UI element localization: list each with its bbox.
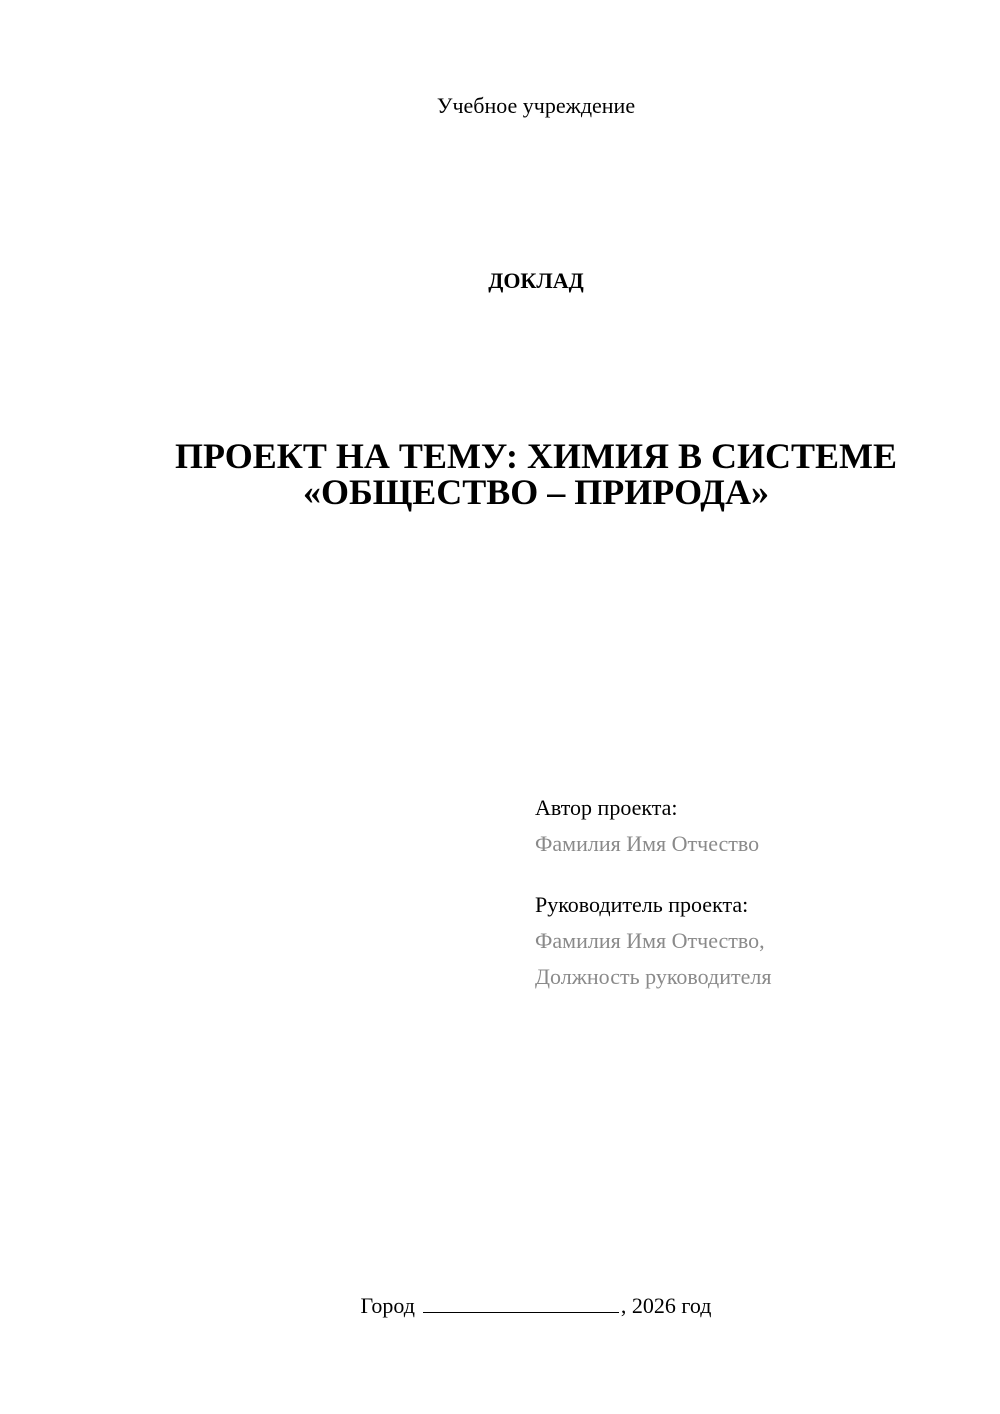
supervisor-name: Фамилия Имя Отчество, — [535, 928, 765, 953]
year-text: , 2026 год — [620, 1293, 712, 1318]
credits-spacer — [535, 862, 955, 887]
credits-block — [535, 790, 955, 995]
city-year-line — [0, 1292, 1000, 1319]
supervisor-label: Руководитель проекта: — [535, 892, 749, 917]
project-title — [140, 438, 932, 510]
city-label: Город — [360, 1293, 415, 1318]
document-type: ДОКЛАД — [488, 268, 584, 293]
supervisor-position: Должность руководителя — [535, 964, 772, 989]
project-title-line-2: «ОБЩЕСТВО – ПРИРОДА» — [302, 472, 770, 512]
city-blank-line — [423, 1292, 619, 1313]
institution-name: Учебное учреждение — [436, 93, 636, 118]
project-title-line-1: ПРОЕКТ НА ТЕМУ: ХИМИЯ В СИСТЕМЕ — [175, 436, 897, 476]
author-label: Автор проекта: — [535, 795, 678, 820]
author-name: Фамилия Имя Отчество — [535, 831, 760, 856]
